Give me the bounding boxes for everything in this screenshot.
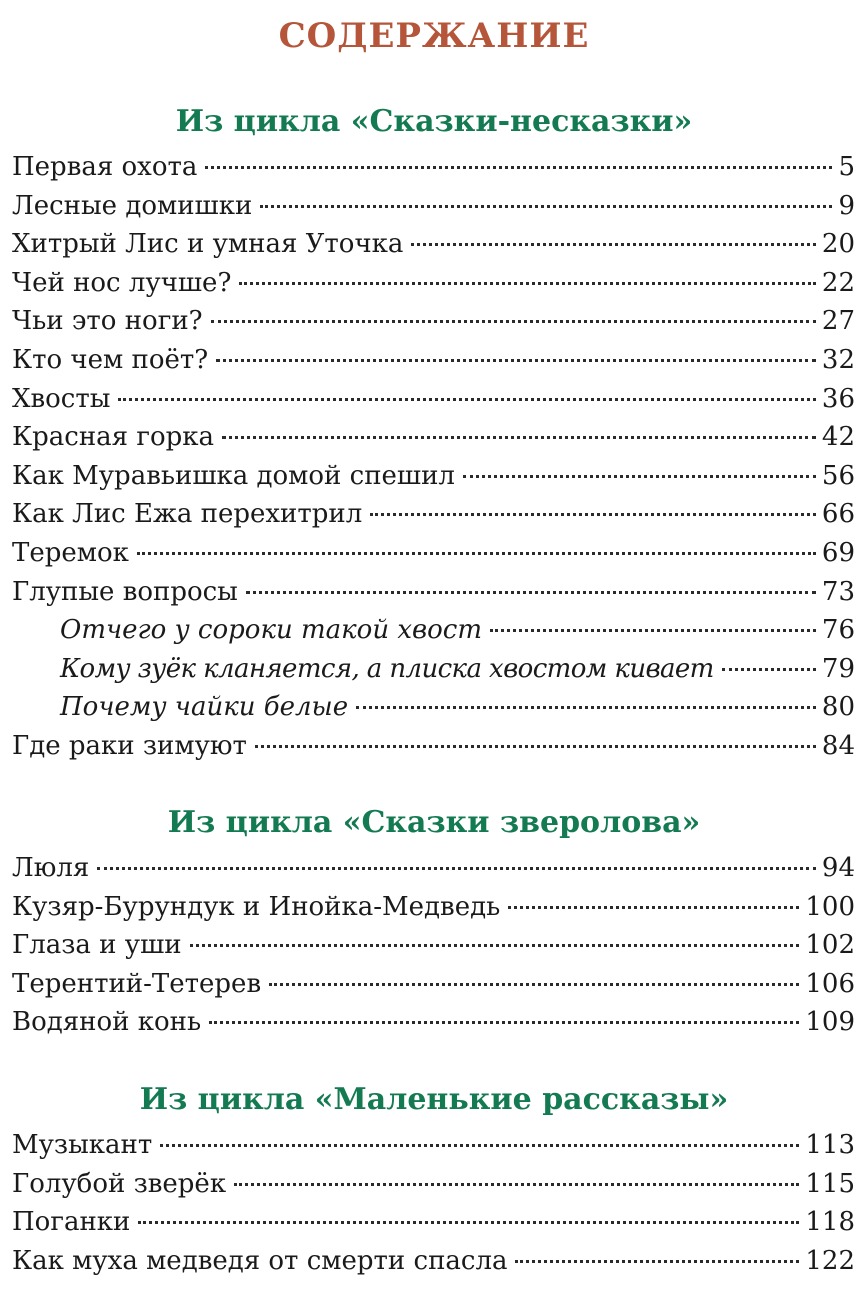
toc-entry[interactable]: [0, 573, 868, 612]
toc-entry-title: Где раки зимуют: [12, 730, 247, 761]
toc-entry-title: Терентий-Тетерев: [12, 968, 262, 999]
toc-subentry[interactable]: [0, 688, 868, 727]
dot-leader: [190, 944, 800, 947]
toc-entry-page: 20: [821, 229, 855, 260]
toc-entry-page: 27: [821, 306, 855, 337]
dot-leader: [260, 205, 832, 208]
toc-entry[interactable]: [0, 1165, 868, 1204]
toc-entry-title: Кто чем поёт?: [12, 344, 209, 375]
dot-leader: [463, 475, 816, 478]
dot-leader: [205, 166, 832, 169]
toc-entry[interactable]: [0, 187, 868, 226]
dot-leader: [246, 591, 816, 594]
dot-leader: [370, 513, 816, 516]
toc-entry-page: 84: [821, 730, 855, 761]
toc-entry-title: Поганки: [12, 1207, 131, 1238]
section-heading-hunter-tales: Из цикла «Сказки зверолова»: [167, 805, 701, 840]
toc-subentry[interactable]: [0, 611, 868, 650]
toc-entry-page: 102: [805, 930, 855, 961]
toc-entry-page: 118: [805, 1207, 855, 1238]
toc-entry-title: Водяной конь: [12, 1007, 202, 1038]
dot-leader: [490, 629, 816, 632]
toc-entry-title: Хвосты: [12, 383, 111, 414]
section-heading-fairy-tales: Из цикла «Сказки-несказки»: [175, 104, 693, 139]
toc-entry-title: Кому зуёк кланяется, а плиска хвостом кивает: [60, 653, 714, 684]
dot-leader: [209, 1021, 799, 1024]
toc-entry[interactable]: [0, 888, 868, 927]
toc-entry[interactable]: [0, 225, 868, 264]
toc-entry-title: Кузяр-Бурундук и Инойка-Медведь: [12, 891, 501, 922]
toc-entry-title: Отчего у сороки такой хвост: [60, 615, 482, 646]
toc-entry[interactable]: [0, 457, 868, 496]
toc-entry-title: Глупые вопросы: [12, 576, 238, 607]
toc-entry-page: 94: [821, 853, 855, 883]
toc-entry-page: 36: [821, 383, 855, 414]
toc-entry-page: 80: [821, 692, 855, 723]
toc-entry-title: Как Муравьишка домой спешил: [12, 460, 455, 491]
dot-leader: [97, 867, 816, 870]
dot-leader: [222, 436, 816, 439]
section-heading-small-stories: Из цикла «Маленькие рассказы»: [139, 1082, 729, 1117]
toc-list-section-3: [0, 1126, 868, 1280]
toc-entry-page: 73: [821, 576, 855, 607]
toc-entry-title: Чей нос лучше?: [12, 267, 232, 298]
toc-entry[interactable]: [0, 1203, 868, 1242]
toc-entry-page: 122: [805, 1245, 855, 1276]
dot-leader: [239, 282, 816, 285]
toc-entry-title: Как Лис Ежа перехитрил: [12, 499, 363, 530]
dot-leader: [137, 552, 816, 555]
toc-entry[interactable]: [0, 926, 868, 965]
toc-entry-title: Красная горка: [12, 422, 214, 453]
toc-subentry[interactable]: [0, 650, 868, 689]
toc-entry[interactable]: [0, 380, 868, 419]
toc-entry-page: 42: [821, 422, 855, 453]
dot-leader: [269, 983, 799, 986]
toc-entry[interactable]: [0, 534, 868, 573]
toc-entry-title: Почему чайки белые: [60, 692, 349, 723]
toc-entry[interactable]: [0, 1126, 868, 1165]
toc-entry-page: 32: [821, 344, 855, 375]
page-title: СОДЕРЖАНИЕ: [278, 16, 590, 56]
toc-entry-title: Музыкант: [12, 1130, 153, 1160]
toc-entry[interactable]: [0, 302, 868, 341]
toc-entry-title: Глаза и уши: [12, 930, 182, 961]
toc-entry[interactable]: [0, 341, 868, 380]
dot-leader: [356, 706, 816, 709]
dot-leader: [722, 668, 816, 671]
toc-entry-page: 76: [821, 615, 855, 646]
toc-entry-title: Чьи это ноги?: [12, 306, 203, 337]
toc-entry[interactable]: [0, 727, 868, 766]
toc-entry-page: 22: [821, 267, 855, 298]
toc-entry-page: 5: [838, 152, 855, 182]
toc-entry-page: 113: [805, 1130, 855, 1160]
dot-leader: [508, 906, 799, 909]
toc-entry-page: 115: [805, 1168, 855, 1199]
toc-entry-title: Хитрый Лис и умная Уточка: [12, 229, 404, 260]
toc-entry-title: Голубой зверёк: [12, 1168, 227, 1199]
toc-entry[interactable]: [0, 1003, 868, 1042]
toc-entry[interactable]: [0, 495, 868, 534]
dot-leader: [216, 359, 816, 362]
toc-entry[interactable]: [0, 965, 868, 1004]
dot-leader: [160, 1144, 799, 1147]
toc-entry-title: Теремок: [12, 537, 129, 568]
toc-entry-page: 66: [821, 499, 855, 530]
toc-entry[interactable]: [0, 264, 868, 303]
toc-entry-title: Как муха медведя от смерти спасла: [12, 1245, 508, 1276]
dot-leader: [211, 320, 816, 323]
toc-entry-page: 9: [838, 190, 855, 221]
dot-leader: [411, 243, 816, 246]
toc-entry[interactable]: [0, 849, 868, 888]
dot-leader: [118, 398, 815, 401]
toc-entry-page: 106: [805, 968, 855, 999]
dot-leader: [138, 1221, 799, 1224]
toc-entry-title: Люля: [12, 853, 90, 883]
toc-entry-page: 79: [821, 653, 855, 684]
toc-entry-page: 100: [805, 891, 855, 922]
dot-leader: [255, 745, 816, 748]
toc-list-section-2: [0, 849, 868, 1042]
toc-entry-title: Лесные домишки: [12, 190, 253, 221]
toc-entry-page: 109: [805, 1007, 855, 1038]
toc-entry[interactable]: [0, 148, 868, 187]
toc-entry-page: 56: [821, 460, 855, 491]
dot-leader: [234, 1183, 799, 1186]
toc-list-section-1: [0, 148, 868, 766]
toc-entry[interactable]: [0, 1242, 868, 1281]
dot-leader: [515, 1260, 799, 1263]
toc-entry-title: Первая охота: [12, 152, 198, 182]
toc-entry[interactable]: [0, 418, 868, 457]
toc-entry-page: 69: [821, 537, 855, 568]
